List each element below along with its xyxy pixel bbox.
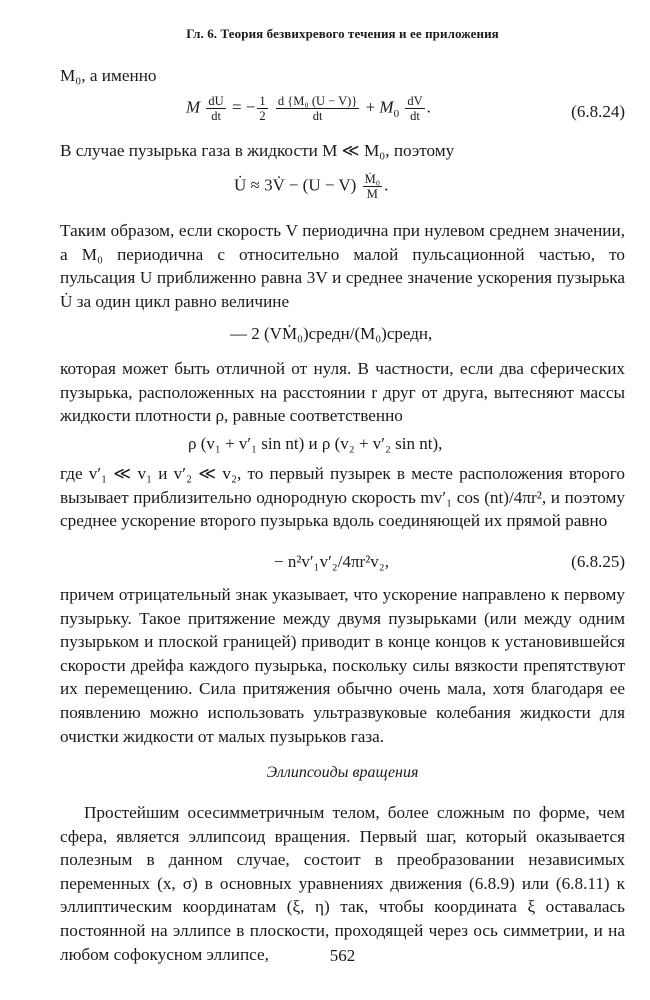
eq24-last-den: dt xyxy=(410,109,420,123)
eq24-half-den: 2 xyxy=(259,109,266,123)
equation-masses xyxy=(60,432,625,458)
paragraph-5: где v′₁ ≪ v₁ и v′₂ ≪ v₂, то первый пузырек в месте расположения второго вызывает приблизительно однородную скорость mv′₁ cos (nt)/4πr², и поэтому среднее ускорение второго пузырька вдоль соединяющей их прямой равно xyxy=(60,464,625,531)
eq-masses-body: ρ (v₁ + v′₁ sin nt) и ρ (v₂ + v′₂ sin nt), xyxy=(188,434,443,453)
paragraph-1: M₀, а именно xyxy=(60,66,157,85)
eq-mean-body: — 2 (VṀ₀)средн/(M₀)средн, xyxy=(230,324,433,343)
eq-approx-lhs: U̇ ≈ 3V̇ − (U − V) xyxy=(234,175,357,195)
eq24-mid-num: d {M₀ (U − V)} xyxy=(277,94,358,108)
eq24-mid-den: dt xyxy=(312,109,323,123)
paragraph-2: В случае пузырька газа в жидкости M ≪ M₀, поэтому xyxy=(60,141,455,160)
eq24-lhs-num: dU xyxy=(208,94,224,108)
equation-6-8-24: M $\frac{dU}{dt}$ = − $\frac{1}{2}$ $\frac{\text{d \{M₀ (U − V)\}}}{dt}$ + $M_0$ $\frac{dV}{dt}$ . (6.8.24) xyxy=(186,94,625,123)
paragraph-4: которая может быть отличной от нуля. В частности, если два сферических пузырька, расположенных на расстоянии r друг от друга, вытесняют массы жидкости плотности ρ, равные соответственно xyxy=(60,359,625,426)
equation-mean xyxy=(60,322,625,348)
eq24-lhs-den: dt xyxy=(211,109,221,123)
eq25-body: − n²v′₁v′₂/4πr²v₂, xyxy=(274,552,389,571)
paragraph-6: причем отрицательный знак указывает, что ускорение направлено к первому пузырьку. Такое притяжение между двумя пузырьками (или между одним пузырьком и плоской границей) приводит в конце концов к установившейся скорости дрейфа каждого пузырька, поскольку силы вязкости препятствуют их перемещению. Сила притяжения обычно очень мала, хотя благодаря ее появлению можно использовать ультразвуковые колебания жидкости для очистки жидкости от малых пузырьков газа. xyxy=(60,585,625,746)
eq24-last-num: dV xyxy=(407,94,423,108)
equation-6-8-25 xyxy=(60,550,625,576)
page-number: 562 xyxy=(329,946,356,965)
eq24-half-num: 1 xyxy=(259,94,266,108)
equation-approx: U̇ ≈ 3V̇ − (U − V) $\frac{\text{Ṁ₀}}{M}$ . xyxy=(234,172,389,201)
running-header: Гл. 6. Теория безвихревого течения и ее приложения xyxy=(186,26,499,41)
equation-number-6-8-24: (6.8.24) xyxy=(571,102,625,121)
paragraph-7: Простейшим осесимметричным телом, более сложным по форме, чем сфера, является эллипсоид вращения. Первый шаг, который оказывается полезным в данном случае, состоит в преобразовании независимых переменных (x, σ) в основных уравнениях движения (6.8.9) или (6.8.11) к эллиптическим координатам (ξ, η) так, чтобы координата ξ оставалась постоянной на эллипсе в плоскости, проходящей через ось симметрии, и на любом софокусном эллипсе, xyxy=(60,803,625,964)
paragraph-3: Таким образом, если скорость V периодична при нулевом среднем значении, а M₀ периодична с относительно малой пульсационной частью, то пульсация U приближенно равна 3V и среднее значение ускорения пузырька U̇ за один цикл равно величине xyxy=(60,221,625,311)
equation-number-6-8-25: (6.8.25) xyxy=(571,552,625,571)
section-heading: Эллипсоиды вращения xyxy=(266,764,419,781)
eq-approx-den: M xyxy=(366,187,378,201)
eq-approx-num: Ṁ₀ xyxy=(364,172,381,186)
